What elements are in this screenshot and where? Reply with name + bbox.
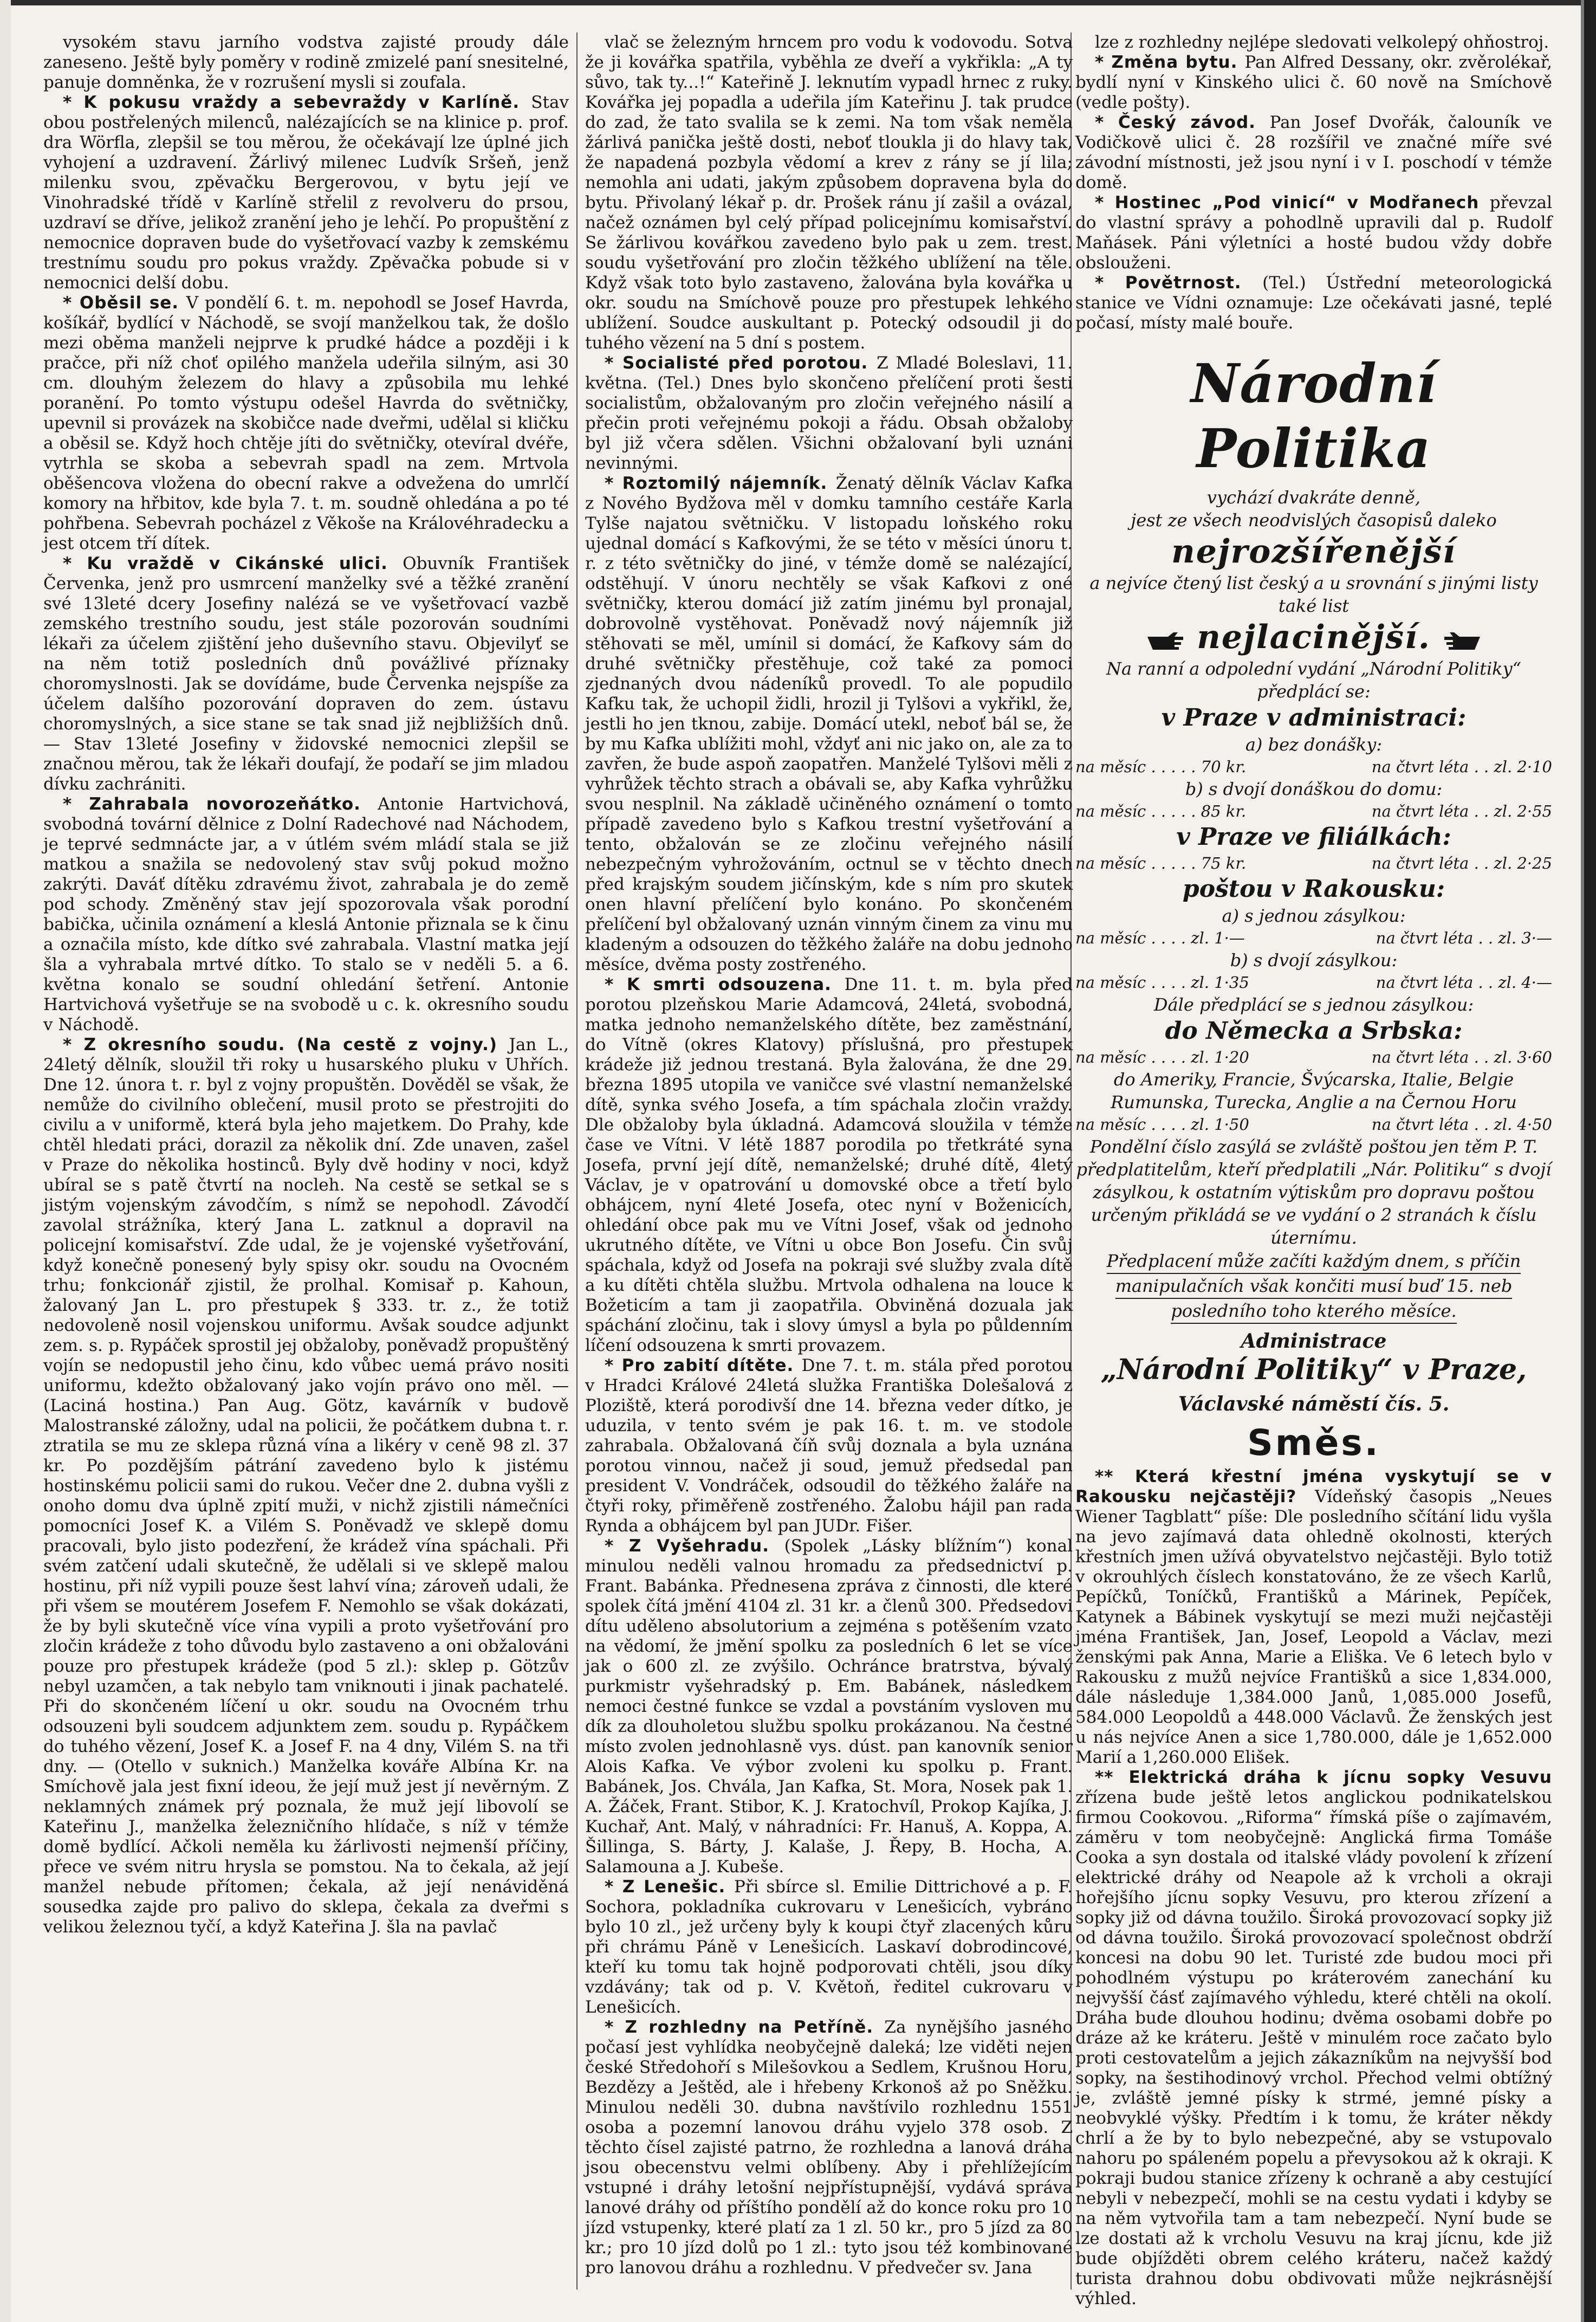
col1-article — [43, 33, 569, 93]
col3-article — [1075, 193, 1552, 273]
advert-admin-3: Václavské náměstí čís. 5. — [1178, 1393, 1450, 1415]
col3-smes-article — [1075, 1467, 1552, 1768]
pointing-hand-icon-right — [1443, 629, 1481, 651]
price-row: na měsíc . . . . . 70 kr. na čtvrt léta . . zl. 2·10 — [1075, 758, 1552, 776]
article-text: Pan Alfred Dessany, okr. zvěrolékař, bydlí nyní v Kinského ulici č. 60 nově na Smíchově (vedle pošty). — [1075, 53, 1552, 112]
col1-article — [43, 293, 569, 554]
right-edge — [1584, 0, 1596, 2322]
col2-article — [585, 1877, 1073, 2017]
advert-underline-1: Předplacení může začíti každým dnem, s příčin — [1107, 1249, 1521, 1274]
col2-article — [585, 33, 1073, 353]
article-heading: * Povětrnost. — [1095, 273, 1263, 293]
advert-section-1b: b) s dvojí donáškou do domu: — [1185, 779, 1443, 799]
col2-article — [585, 353, 1073, 474]
price-row: na měsíc . . . . zl. 1·35 na čtvrt léta . . zl. 4·— — [1075, 973, 1552, 992]
article-heading: * Z okresního soudu. (Na cestě z vojny.) — [63, 1035, 509, 1055]
col2-article — [585, 1536, 1073, 1877]
article-heading: * Český závod. — [1095, 113, 1270, 132]
col2-article — [585, 2017, 1073, 2278]
advert-line-5 — [1075, 617, 1552, 657]
advert-line-1: vychází dvakráte denně, — [1206, 487, 1421, 508]
article-heading: * Z Vyšehradu. — [605, 1536, 784, 1556]
advert-note: Pondělní číslo zasýlá se zvláště poštou jen těm P. T. předplatitelům, kteří předplatili „Nár. Politiku“ s dvojí zásylkou, k ostatním výtiskům pro dopravu poštou určeným přikládá se ve vydání o 2 stranách k číslu úternímu. — [1076, 1136, 1552, 1248]
article-heading: * Oběsil se. — [63, 293, 186, 313]
article-heading: * Ku vraždě v Cikánské ulici. — [63, 554, 403, 573]
column-3-miscellany — [1075, 1467, 1552, 2309]
advert-underline-3: posledního toho kterého měsíce. — [1171, 1299, 1456, 1324]
article-text: Ženatý dělník Václav Kafka z Nového Bydžova měl v domku tamního cestáře Karla Tylše najatou světničku. V listopadu loňského roku ujednal domácí s Kafkovými, že se této v měsíci únoru t. r. z této světničky do jiné, v témže domě se nalézající, odstěhují. V únoru nechtěly se však Kafkovi z oné světničky, kterou domácí již zatím jinému byl pronajal, dobrovolně vystěhovat. Poněvadž nový nájemník již stěhovati se měl, umínil si domácí, že Kafkovy sám do druhé světničky přestěhuje, což také za pomoci zjednaných dvou nádeníků provedl. To ale popudilo Kafku tak, že uchopil židli, hrozil ji Tylšovi a vykřikl, že, jestli ho jen tknou, zabije. Domácí utekl, neboť bál se, že by mu Kafka ublížiti mohl, vždyť ani nic jako on, ale za to zavřen, že bude aspoň zaopatřen. Manželé Tylšovi měli z vyhrůžek těchto strach a obávali se, aby Kafka vyhrůžku svou nesplnil. Na základě učiněného oznámení o tomto případě zavedeno bylo s Kafkou trestní vyšetřování a tento, obžalován se ze zločinu veřejného násilí nebezpečným vyhrožováním, octnul se v těchto dnech před krajským soudem jičínským, kde s ním pro skutek onen hlavní přelíčení bylo konáno. Po skončeném přelíčení byl obžalovaný uznán vinným činem za vinu mu kladeným a odsouzen do těžkého žaláře na dobu jednoho měsíce, dvěma posty zostřeného. — [585, 474, 1073, 974]
advert-admin-1: Administrace — [1241, 1330, 1387, 1353]
price-row: na měsíc . . . . zl. 1·— na čtvrt léta . . zl. 3·— — [1075, 929, 1552, 947]
column-2 — [585, 33, 1073, 2289]
col3-article — [1075, 33, 1552, 53]
advert-line-3: nejrozšířenější — [1171, 533, 1456, 571]
article-heading: * Hostinec „Pod vinicí“ v Modřanech — [1095, 193, 1490, 212]
advert-underline-2: manipulačních však končiti musí buď 15. neb — [1115, 1274, 1513, 1299]
article-heading: * Socialisté před porotou. — [605, 353, 877, 373]
column-3-notices — [1075, 33, 1552, 333]
article-text: převzal do vlastní správy a pohodlně upravili dal p. Rudolf Maňásek. Páni výletníci a hosté budou vždy dobře obslouženi. — [1075, 193, 1552, 273]
advert-section-1a: a) bez donášky: — [1245, 734, 1383, 755]
article-text: (Tel.) Ústřední meteorologická stanice ve Vídni oznamuje: Lze očekávati jasné, teplé počasí, místy malé bouře. — [1075, 273, 1552, 333]
advert-section-2: v Praze ve filiálkách: — [1176, 823, 1451, 851]
advert-masthead: Národní Politika — [1190, 353, 1437, 480]
article-heading: * Z Lenešic. — [605, 1877, 734, 1897]
article-text: Jan L., 24letý dělník, sloužil tři roky u husarského pluku v Uhřích. Dne 12. února t. r. byl z vojny propuštěn. Dověděl se však, že nemůže do civilního oblečení, musil proto se přestrojiti do civilu a v uniformě, která byla jeho majetkem. Do Prahy, kde chtěl hledati práci, dorazil za několik dní. Zde unaven, zašel v Praze do několika hostinců. Byly dvě hodiny v noci, když ubíral se s patě čtvrtí na nocleh. Na cestě se setkal se s jistým vojenským závodčím, s nímž se nepohodl. Závodčí zavolal strážníka, který Jana L. zatknul a dopravil na policejní komisařství. Zde udal, že je vojenské vyšetřování, když konečně ponesený byly spisy okr. soudu na Ovocném trhu; fonkcionář zjistil, že prolhal. Komisař p. Kahoun, žalovaný Jan L. pro přestupek § 333. tr. z., že totiž nedovoleně nosil vojenskou uniformu. Avšak soudce adjunkt zem. s. p. Rypáček sprostil jej obžaloby, poněvadž propuštěný vojín se nedopustil jeho činu, kdo vůbec uemá právo nositi uniformu, kdežto obžalovaný jako vojín právo ono měl. — (Laciná hostina.) Pan Aug. Götz, kavárník v budově Malostranské záložny, udal na policii, že počátkem dubna t. r. ztratila se mu ze sklepa různá vína a likéry v ceně 98 zl. 37 kr. Po pozdějším pátrání zavedeno bylo k jistému hostinskému policii sami do rukou. Večer dne 2. dubna vyšli z onoho domu dva úplně zpití muži, v nichž zjistili námečníci pomocníci Josef K. a Vilém S. Poněvadž ve sklepě domu pracovali, bylo jisto podezření, že krádež vína spáchali. Při svém zatčení udali skutečně, že udělali si ve sklepě malou hostinu, při níž vypili pouze šest lahví vína; zároveň udali, že při všem se moutérem Josefem F. Nemohlo se však dokázati, že by byli skutečně více vína vypili a proto vyšetřování pro zločin krádeže z toho důvodu bylo zastaveno a oni obžalováni pouze pro přestupek krádeže (pod 5 zl.): sklep p. Götzův nebyl uzamčen, a tak nebylo tam vniknouti i jinak pachatelé. Při do skončeném líčení u okr. soudu na Ovocném trhu odsouzeni byli soudcem adjunktem zem. soudu p. Rypáčkem do tuhého vězení, Josef K. a Josef F. na 4 dny, Vilém S. na tři dny. — (Otello v suknich.) Manželka kováře Albína Kr. na Smíchově jala jest fixní ideou, že její muž jest jí nevěrným. Z neklamných známek prý poznala, že muž její libovolí se Kateřinu J., manželka železničního hlídače, s níž v témže domě bydlící. Ačkoli neměla ku žárlivosti nejmenší příčiny, přece ve svém nitru hrysla se pomstou. Na to čekala, až její manžel nebude přítomen; čekala, až její nenáviděná sousedka zajde pro palivo do sklepa, čekala za dveřmi s velikou železnou tyčí, a když Kateřina J. šla na pavlač — [43, 1035, 569, 1937]
article-text: lze z rozhledny nejlépe sledovati velkolepý ohňostroj. — [1095, 33, 1549, 52]
col3-smes-article — [1075, 1768, 1552, 2309]
price-row: na měsíc . . . . . 85 kr. na čtvrt léta . . zl. 2·55 — [1075, 802, 1552, 820]
article-text: Dne 7. t. m. stála před porotou v Hradci Králové 24letá služka Františka Dolešalová z Ploziště, která porodivší dne 14. března veder dítko, je uduzila, v tento svém je pak 16. t. m. ve stodole zahrabala. Obžalovaná číň svůj doznala a byla uznána porotou vinnou, načež ji soud, jemuž předsedal pan president V. Vondráček, odsoudil do těžkého žaláře na čtyři roky, přiměřeně zostřeného. Žalobu hájil pan rada Rynda a obhájcem byl pan JUDr. Fišer. — [585, 1356, 1073, 1536]
col1-article — [43, 794, 569, 1035]
article-text: (Spolek „Lásky blížním“) konal minulou neděli valnou hromadu za předsednictví p. Frant. Babánka. Přednesena zpráva z činnosti, dle které spolek čítá jmění 4104 zl. 31 kr. a členů 300. Předsedovi dítu uděleno absolutorium a zejména s potěšením vzato na vědomí, že jmění spolku za posledních 6 let se více jak o 600 zl. ze zvýšilo. Ochránce bratrstva, bývalý purkmistr vyšehradský p. Em. Babánek, následkem nemoci čestné funkce se vzdal a povstáním vysloven mu dík za dlouholetou službu spolku prokázanou. Na čestné místo zvolen jednohlasně vys. dúst. pan kanovník senior Alois Kafka. Ve výbor zvoleni ku spolku p. Frant. Babánek, Jos. Chvála, Jan Kafka, St. Mora, Nosek pak 1. A. Žáček, Frant. Stibor, K. J. Kratochvíl, Prokop Kajíka, J. Kuchař, Ant. Malý, v náhradníci: Fr. Hanuš, A. Koppa, A. Šillinga, S. Bárty, J. Kalaše, J. Řepy, B. Hocha, A. Salamouna a J. Kubeše. — [585, 1536, 1073, 1877]
right-edge-shadow — [1581, 0, 1584, 2322]
advert-section-3a: a) s jednou zásylkou: — [1222, 905, 1406, 926]
article-text: Antonie Hartvichová, svobodná tovární dělnice z Dolní Radechové nad Náchodem, je teprvé sedmnácte jar, a v útlém svém mládí stala se již matkou a snažila se nedovolený stav svůj pokud možno zakrýti. Daváť dítěku zdravému život, zahrabala je do země pod schody. Změněný stav její spozorovala však porodní babička, učinila oznámení a kleslá Antonie přiznala se k činu a označila místo, kde dítko své zahrabala. Vlastní matka její šla a vyhrabala mrtvé dítko. To stalo se v neděli 5. a 6. května konalo se soudní ohledání šetření. Antonie Hartvichová vyšetřuje se na svobodě u c. k. okresního soudu v Náchodě. — [43, 794, 569, 1034]
article-text: Dne 11. t. m. byla před porotou plzeňskou Marie Adamcová, 24letá, svobodná, matka jednoho nemanželského dítěte, bez zaměstnání, do Vítně (okres Klatovy) příslušná, pro přestupek krádeže již jednou trestaná. Byla žalována, že dne 29. března 1895 utopila ve vaničce své vlastní nemanželské dítě, synka svého Josefa, a tím spáchala zločin vraždy. Dle obžaloby byla úkladná. Adamcová sloužila v témže čase ve Vítni. V létě 1887 porodila po třetkráté syna Josefa, první její dítě, nemanželské; druhé dítě, 4letý Václav, je v opatrování u domovské obce a třetí bylo obhájcem, nyní 4leté Josefa, otec nyní v Boženicích, ohledání obce pak mu ve Vítni Josef, však od jednoho ukrutného dítěte, ve Vítni u obce Bon Josefu. Čin svůj spáchala, když od Josefa na pokraji své služby zvala dítě a ku dítěti chtěla službu. Mrtvola odhalena na louce k Božeticím a tam ji zaopatřila. Obviněná dozuala jak spáchání zločinu, tak i slovy úmysl a byla po půldenním líčení odsouzena k smrti provazem. — [585, 975, 1073, 1355]
article-heading: * Roztomilý nájemník. — [605, 474, 836, 493]
article-text: Při sbírce sl. Emilie Dittrichové a p. F. Sochora, pokladníka cukrovaru v Lenešicích, vybráno bylo 10 zl., jež určeny byly k koupi čtyř zlacených kůru při chrámu Páně v Lenešicích. Laskaví dobrodincové, kteří ku tomu tak hojně podporovati chtěli, jsou díky vzdávány; tak od p. V. Květoň, ředitel cukrovaru v Lenešicích. — [585, 1877, 1073, 2017]
advert-section-4: Dále předplácí se s jednou zásylkou: — [1153, 994, 1474, 1015]
col3-article — [1075, 273, 1552, 333]
advert-line-4: a nejvíce čtený list český a u srovnání s jinými listy také list — [1089, 573, 1538, 616]
advert-cheapest-label: nejlacinější. — [1197, 618, 1431, 656]
pointing-hand-icon — [1146, 629, 1184, 651]
article-text: Pan Josef Dvořák, čalouník ve Vodičkově ulici č. 28 rozšířil ve značné míře své závodní místnosti, jež jsou nyní i v I. poschodí v témže domě. — [1075, 113, 1553, 192]
article-text: vysokém stavu jarního vodstva zajisté proudy dále zaneseno. Ještě byly poměry v rodině zmizelé paní snesitelné, panuje domněnka, že v rozrušení mysli si zoufala. — [43, 33, 569, 92]
col1-article — [43, 1035, 569, 1937]
column-1 — [43, 33, 569, 2289]
article-text: Za nynějšího jasného počasí jest vyhlídka neobyčejně daleká; lze viděti nejen české Středohoří s Milešovkou a Sedlem, Krušnou Horu, Bezdězy a Ještěd, ale i hřebeny Krkonoš až po Sněžku. Minulou neděli 30. dubna navštívilo rozhlednu 1551 osoba a pozemní lanovou dráhu vyjelo 378 osob. Z těchto čísel zajisté patrno, že rozhledna a lanová dráha jsou obecenstvu velmi oblíbeny. Aby i přehlížejícím vstupné i dráhy letošní nejpřístupnější, vydává správa lanové dráhy od příštího pondělí až do konce roku pro 10 jízd vstupenky, které platí za 1 zl. 50 kr., pro 5 jízd za 80 kr.; pro 10 jízd dolů po 1 zl.: tyto jsou též kombinované pro lanovou dráhu a rozhlednu. V předvečer sv. Jana — [585, 2017, 1073, 2278]
advert-countries: do Ameriky, Francie, Švýcarska, Italie, Belgie Rumunska, Turecka, Anglie a na Černou Horu — [1111, 1069, 1517, 1113]
advert-section-3b: b) s dvojí zásylkou: — [1230, 950, 1398, 971]
advert-section-1: v Praze v administraci: — [1161, 704, 1467, 732]
section-title-smes: Směs. — [1247, 1422, 1380, 1464]
article-heading: * Pro zabití dítěte. — [605, 1356, 802, 1375]
column-rule-1 — [576, 33, 578, 2289]
narodni-politika-advert — [1075, 341, 1552, 1416]
article-heading: * Z rozhledny na Petříně. — [605, 2017, 885, 2037]
article-heading: ** Která křestní jména vyskytují se v Rakousku nejčastěji? — [1075, 1467, 1552, 1506]
article-text: Z Mladé Boleslavi, 11. května. (Tel.) Dnes bylo skončeno přelíčení proti šesti socialistům, obžalovaným pro zločin veřejného násilí a přečin proti veřejnému pokoji a řádu. Obsah obžaloby byl již včera sdělen. Všichni obžalovaní byli uznáni nevinnými. — [585, 353, 1073, 473]
col2-article — [585, 975, 1073, 1356]
article-text: vlač se železným hrncem pro vodu k vodovodu. Sotva že ji kovářka spatřila, vyběhla ze dveří a vykřikla: „A ty sůvo, tak ty...!“ Kateřině J. leknutím vypadl hrnec z ruky. Kovářka jej popadla a udeřila jím Kateřinu J. tak prudce do zad, že tato svalila se k zemi. Na tom však neměla žárlivá panička ještě dosti, neboť tloukla ji do hlavy tak, že napadená pozbyla vědomí a krev z rány se jí lila; nemohla ani udati, jakým způsobem dopravena byla do bytu. Přivolaný lékař p. dr. Prošek ránu jí zašil a ovázal, načež oznámen byl celý případ policejnímu komisařství. Se žárlivou kovářkou zavedeno bylo pak u zem. trest. soudu vyšetřování pro zločin těžkého ublížení na těle. Když však toto bylo zastaveno, žalována byla kovářka u okr. soudu na Smíchově pouze pro přestupek lehkého ublížení. Soudce auskultant p. Potecký odsoudil ji do tuhého vězení na 5 dní s postem. — [585, 33, 1073, 353]
advert-line-6: Na ranní a odpolední vydání „Národní Politiky“ předplácí se: — [1106, 658, 1521, 702]
col2-article — [585, 1356, 1073, 1536]
advert-line-2: jest ze všech neodvislých časopisů daleko — [1131, 510, 1497, 531]
article-heading: ** Elektrická dráha k jícnu sopky Vesuvu — [1095, 1768, 1552, 1787]
article-text: Vídeňský časopis „Neues Wiener Tagblatt“ píše: Dle posledního sčítání lidu vyšla na jevo zajímavá data ohledně okolnosti, kterých křestních jmen užívá obyvatelstvo nejčastěji. Bylo totiž v okrouhlých číslech konstatováno, že ze všech Karlů, Pepíčků, Toníčků, Františků a Márinek, Pepíček, Katynek a Bábinek vyskytují se mezi muži nejčastěji jména František, Jan, Josef, Leopold a Václav, mezi ženskými pak Anna, Marie a Eliška. Ve 6 letech bylo v Rakousku z mužů nejvíce Františků a sice 1,834.000, dále následuje 1,384.000 Janů, 1,085.000 Josefů, 584.000 Leopoldů a 448.000 Václavů. Že ženských jest u nás nejvíce Anen a sice 1,780.000, dále je 1,652.000 Marií a 1,260.000 Elišek. — [1075, 1487, 1552, 1767]
col1-article — [43, 554, 569, 794]
col1-article — [43, 93, 569, 293]
price-row: na měsíc . . . . zl. 1·50 na čtvrt léta . . zl. 4·50 — [1075, 1115, 1552, 1134]
top-edge — [0, 0, 1596, 5]
col3-article — [1075, 113, 1552, 193]
article-heading: * Změna bytu. — [1095, 53, 1245, 72]
col3-article — [1075, 53, 1552, 113]
article-text: Obuvník František Červenka, jenž pro usmrcení manželky své a těžké zranění své 13leté dcery Josefiny nalézá se ve vyšetřovací vazbě zemského trestního soudu, jest stále pozorován soudními lékaři za účelem zjištění jeho duševního stavu. Objevilyť se na něm totiž posledních dnů povážlivé příznaky choromyslnosti. Jak se dovídáme, bude Červenka nejspíše za účelem dalšího pozorování dopraven do zem. ústavu choromyslných, a sice stane se tak snad již nejbližších dnů. — Stav 13leté Josefiny v židovské nemocnici zlepšil se značnou měrou, tak že lékaři doufají, že podaří se jim mladou dívku zachrániti. — [43, 554, 569, 794]
article-heading: * K pokusu vraždy a sebevraždy v Karlíně. — [63, 93, 531, 112]
col2-article — [585, 474, 1073, 975]
article-text: V pondělí 6. t. m. nepohodl se Josef Havrda, košíkář, bydlící v Náchodě, se svojí manželkou tak, že došlo mezi oběma manželi nejprve k prudké hádce a později i k pračce, při níž choť opilého manžela udeřila silným, asi 30 cm. dlouhým železem do hlavy a způsobila mu lehké poranění. Po tomto výstupu odešel Havrda do světničky, upevnil si provázek na skobičce nade dveřmi, udělal si kličku a oběsil se. Když hoch chtěje jíti do světničky, otevíral dvéře, vytrhla se skoba a sebevrah spadl na zem. Mrtvola oběšencova vložena do obecní rakve a odvežena do umrlčí komory na hřbitov, kde byla 7. t. m. soudně ohledána a po té pohřbena. Sebevrah pocházel z Věkoše na Královéhradecku a jest otcem tří dítek. — [43, 293, 569, 553]
advert-section-4b: do Německa a Srbska: — [1165, 1017, 1463, 1045]
price-row: na měsíc . . . . . 75 kr. na čtvrt léta . . zl. 2·25 — [1075, 854, 1552, 872]
article-heading: * Zahrabala novorozeňátko. — [63, 794, 378, 814]
article-text: Stav obou postřelených milenců, nalézajících se na klinice p. prof. dra Wörfla, zlepšil se tou měrou, že očekávají lze úplné jich vyhojení a uzdravení. Žárlivý milenec Ludvík Sršeň, jenž milenku svou, zpěvačku Bergerovou, v bytu její ve Vinohradské třídě v Karlíně střelil z revolveru do prsou, uzdraví se dříve, jelikož zranění jeho je lehčí. Po propuštění z nemocnice dopraven bude do vyšetřovací vazby k zemskému trestnímu soudu pro pokus vraždy. Zpěvačka pobude si v nemocnici delší dobu. — [43, 93, 569, 293]
advert-section-3: poštou v Rakousku: — [1182, 875, 1445, 903]
column-3 — [1075, 33, 1553, 2308]
advert-admin-2: „Národní Politiky“ v Praze, — [1100, 1353, 1527, 1386]
article-text: zřízena bude ještě letos anglickou podnikatelskou firmou Cookovou. „Riforma“ římská píše o zajímavém, záměru v tom neobyčejně: Anglická firma Tomáše Cooka a syn dostala od italské vlády povolení k zřízení elektrické dráhy od Neapole až k vrcholi a okraji hořejšího jícnu sopky Vesuvu, pro kterou zřízení a sopky již od dávna toužilo. Široká provozovací sopky již od dávna toužilo. Široká provozovací společnost obdrží koncesi na dobu 90 let. Turisté zde budou moci při pohodlném výstupu po kráterovém zanechání ku nejvyšší čásť zajímavého výhledu, které chtěli na okolí. Dráha bude dlouhou hodinu; dvěma osobami dobře po dráze až ke kráteru. Ještě v minulém roce začato bylo proti cestovatelům a jejich zákazníkům na nejvyšší bod sopky, na šestihodinový vrchol. Přechod velmi obtížný je, zvláště jemné písky k strmé, jemné písky a neobvyklé výšky. Předtím i k tomu, že kráter někdy chrlí a že by to bylo nebezpečné, aby se vstupovalo nahoru po spáleném popelu a převysokou až k okraji. K pokraji budou stanice zřízeny k ochraně a aby cestující nebyli v nebezpečí, mohli se na cestu vydati i kdyby se na něm vytvořila tam a tam nebezpečí. Nyní bude se lze dostati až k vrcholu Vesuvu na kraj jícnu, kde již bude objížděti obrem celého kráteru, načež každý turista drahnou dobu obdivovati může nejkrásnější výhled. — [1075, 1788, 1552, 2308]
price-row: na měsíc . . . . zl. 1·20 na čtvrt léta . . zl. 3·60 — [1075, 1048, 1552, 1066]
left-edge — [0, 0, 11, 2322]
article-heading: * K smrti odsouzena. — [605, 975, 845, 994]
